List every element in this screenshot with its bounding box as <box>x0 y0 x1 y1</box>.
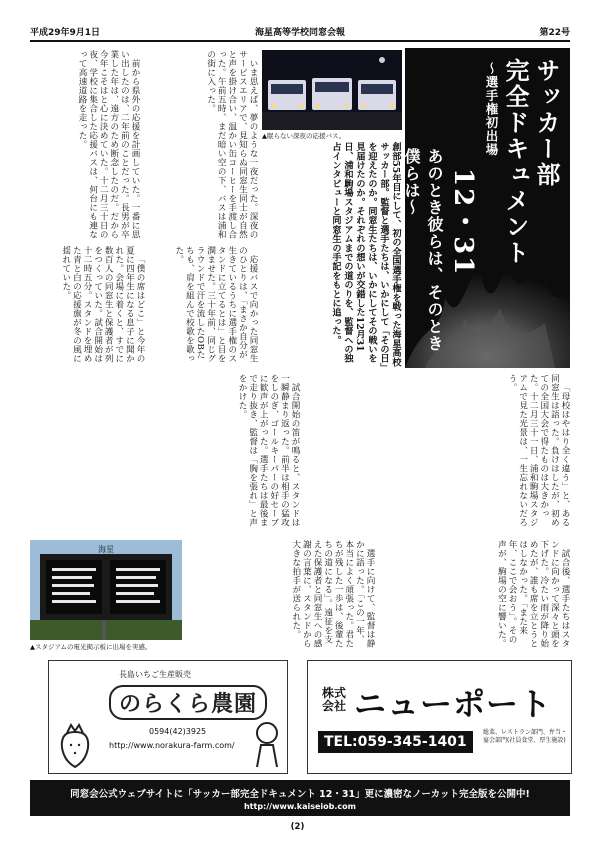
bus-photo <box>262 50 402 130</box>
title-line2: 完全ドキュメント <box>501 58 530 266</box>
publication-title: 海星高等学校同窓会報 <box>254 28 345 38</box>
ad1-tagline: 長島いちご生産販売 <box>119 670 191 679</box>
title-line1: サッカー部 <box>532 58 561 188</box>
paragraph: 応援バスで向かった同窓生のひとりは、「まさか自分が生きているうちに選手権のスタンドに立てるとは」と目を潤ませた。三十年前、同じグラウンドで汗を流したOBたちも、肩を組んで校歌を歌った。 <box>173 246 258 363</box>
paragraph: 試合開始の笛が鳴ると、スタンドは一瞬静まり返った。前半は相手の猛攻をしのぎ、ゴールキーパーの好セーブに歓声が上がった。選手たちは最後まで走り抜き、監督は「胸を張れ」と声をかけた。 <box>237 374 300 527</box>
ad2-brand-name: ニューポート <box>354 685 553 723</box>
ad1-brand-name: のらくら農園 <box>109 685 267 720</box>
paragraph: いま思えば、夢のような一夜だった。深夜のサービスエリアで、見知らぬ同窓生同士が自然と声を掛け合い、温かい缶コーヒーを手渡し合った。午前五時、まだ暗い空の下、バスは浦和の街に入った。 <box>205 50 258 239</box>
ad2-note: 総菜、レストラン部門、弁当・宴会部門(社員食堂、厚生施設) <box>483 729 567 744</box>
paragraph: 「母校はやはり全く違う」と、ある同窓生は語った。負けはしたが、初めての全国大会で得たものは大きかった。十二月三十一日、浦和駒場スタジアムで見た光景は、一生忘れないだろう。 <box>507 374 570 527</box>
page-header <box>30 22 570 38</box>
text-column-6 <box>305 374 570 528</box>
banner-url[interactable]: http://www.kaiseiob.com <box>243 802 357 811</box>
text-column-7 <box>190 540 375 652</box>
ad-norakura-farm <box>48 660 288 774</box>
issue-date: 平成29年9月1日 <box>30 28 101 38</box>
big-date: 12・31 <box>448 168 478 277</box>
page-number: (2) <box>290 822 305 832</box>
ad2-company-prefix: 株式会社 <box>322 686 347 713</box>
ad-newport <box>307 660 572 774</box>
issue-number: 第22号 <box>539 28 570 38</box>
subtitle: ～選手権初出場 <box>484 62 499 157</box>
ad2-phone: TEL:059-345-1401 <box>318 731 473 753</box>
text-column-4 <box>150 246 258 366</box>
mascot-icon <box>249 719 285 769</box>
tagline: あのとき彼らは、そのとき僕らは～ <box>402 148 444 352</box>
strawberry-icon <box>55 719 95 769</box>
scoreboard-photo <box>30 540 182 640</box>
ad1-phone: 0594(42)3925 <box>149 727 207 736</box>
text-column-1 <box>30 50 140 240</box>
scoreboard-photo-caption: ▲スタジアムの電光掲示板に出場を実感。 <box>30 643 152 651</box>
header-divider <box>30 40 570 42</box>
text-column-3 <box>30 246 145 366</box>
bus-illustration <box>262 50 402 130</box>
feature-title-panel <box>402 48 570 368</box>
paragraph: 選手に向けて、監督は静かに語った。「この一年、本当によく頑張った。君たちが残した一歩は、後輩たちの道になる」。遠征を支えた保護者と同窓生への感謝の言葉に、スタンドから大きな拍手が送られた。 <box>290 540 375 648</box>
paragraph: 前から県外の応援を計画していた。一番に思い出したのは、二年前のことだった。長男が卒業した年は、遠方のため断念したのだ。だから今年こそはと心に決めていた。十二月三十日の夜、学校に集合した応援バスは、何台にも連なって高速道路を走った。 <box>77 50 140 239</box>
bus-photo-caption: ▲眠らない深夜の応援バス。 <box>262 132 346 140</box>
ad1-url[interactable]: http://www.norakura-farm.com/ <box>109 741 235 750</box>
lead-paragraph: 創部55年目にして、初の全国選手権を戦った海星高校サッカー部。監督と選手たちは、いかにして「その日」を迎えたのか。同窓生たちは、いかにしてその戦いを見届けたのか。それぞれの想いが交錯した12月31日、浦和駒場スタジアムまでの道のりを、監督への独占インタビューと同窓生の手記をもとに追った。 <box>330 142 401 368</box>
scoreboard-label: 海星 <box>98 545 114 554</box>
paragraph: 試合後、選手たちはスタンドに向かって深々と頭を下げた。冷たい雨が降り始めたが、誰も席を立とうとはしなかった。「また来年、ここで会おう」。その声が、駒場の空に響いた。 <box>496 540 570 648</box>
banner-message: 同窓会公式ウェブサイトに「サッカー部完全ドキュメント 12・31」更に濃密なノーカット完全版を公開中! <box>70 789 530 800</box>
scoreboard-illustration <box>30 540 182 640</box>
paragraph: 「僕の席はどこ」と今年の夏に四年生になる息子に聞かれた。会場に着くと、すでに数百人の同窓生と保護者が列をつくっていた。試合開始は十二時五分。スタンドを埋めた青と白の応援旗が冬の風に揺れていた。 <box>60 246 145 363</box>
text-column-8 <box>382 540 570 652</box>
text-column-5 <box>30 374 300 528</box>
text-column-2 <box>146 50 258 240</box>
website-banner <box>30 780 570 816</box>
